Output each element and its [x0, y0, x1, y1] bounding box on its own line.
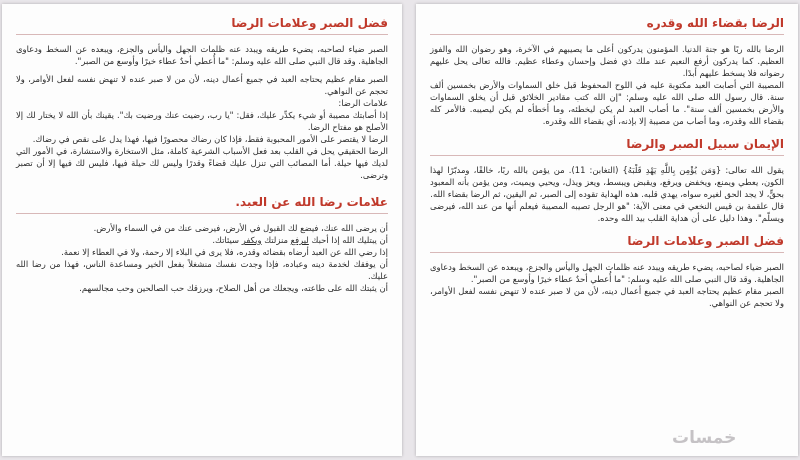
- section-heading-signs-of-gods-pleasure: علامات رضا الله عن العبد.: [16, 195, 388, 214]
- paragraph: أن يرضى الله عنك، فيضع لك القبول في الأرض، فيرضى عنك من في السماء والأرض.: [93, 223, 388, 233]
- paragraph: [16, 234, 388, 246]
- paragraph: أن يثبتك الله على طاعته، ويجعلك من أهل الصلاح، ويرزقك حب الصالحين وحب مجالسهم.: [79, 283, 388, 293]
- paragraph: الصبر مقام عظيم يحتاجه العبد في جميع أعمال دينه، لأن من لا صبر عنده لا تنهض نفسه لفعل الأوامر، ولا تحجم عن النواهي.: [16, 74, 388, 96]
- section-heading-faith-path: الإيمان سبيل الصبر والرضا: [430, 137, 784, 156]
- paragraph: الرضا بالله ربًا هو جنة الدنيا. المؤمنون يدركون أعلى ما يصيبهم في الآخرة، وهو رضوان الله والفوز العظيم. كما يدركون أرفع النعيم عند ملك ذي فضل وإحسان وعطاء عظيم. فالله تعالى يحل عليهم رضوانه فلا يسخط عليهم أبدًا.: [430, 44, 784, 78]
- paragraph: الرضا لا يقتصر على الأمور المحبوبة فقط، فإذا كان رضاك محصورًا فيها، فهذا يدل على نقص في رضاك.: [32, 134, 388, 144]
- document-page-right: [416, 4, 798, 456]
- paragraph: الصبر ضياء لصاحبه، يضيء طريقه ويبدد عنه ظلمات الجهل واليأس والجزع، ويبعده عن السخط ودعاوى الجاهلية. وقد قال النبي صلى الله عليه وسلم: "ما أُعطي أحدٌ عطاء خيرًا وأوسع من الصبر".: [16, 44, 388, 66]
- section-heading-patience-virtue: فضل الصبر وعلامات الرضا: [16, 16, 388, 35]
- paragraph: قال علقمة بن قيس النخعي في معنى الآية: "هو الرجل تصيبه المصيبة فيعلم أنها من عند الله، فيرضى ويسلّم". وهذا دليل على أن هداية القلب بيد الله وحده.: [430, 201, 784, 223]
- paragraph: يقول الله تعالى: {وَمَن يُؤْمِن بِاللَّهِ يَهْدِ قَلْبَهُ} (التغابن: 11). من يؤمن بالله ربًا، خالقًا، ومدبّرًا لهذا الكون، يعطي ويمنع، ويخفض ويرفع، ويقبض ويبسط، ويعز ويذل، ويحيي ويميت، ومن يؤمن بأنه المعبود بحقٍّ، لا يجد الحق لغيره سواه، يهدي قلبه. هذه الهداية تقوده إلى الصبر، ثم اليقين، ثم الرضا بقضاء الله.: [430, 165, 785, 199]
- watermark-logo: خمسات: [672, 428, 737, 448]
- paragraph: علامات الرضا:: [338, 98, 388, 108]
- paragraph-text: منزلتك: [261, 235, 291, 245]
- paragraph: المصيبة التي أصابت العبد مكتوبة عليه في اللوح المحفوظ قبل خلق السماوات والأرض بخمسين ألف سنة. قال رسول الله صلى الله عليه وسلم: "إن الله كتب مقادير الخلائق قبل أن يخلق السماوات والأرض بخمسين ألف سنة". ما أصاب العبد لم يكن ليخطئه، وما أخطأه لم يكن ليصيبه. فالأمر كله بقضاء الله وقدره، وما أصاب من مصيبة إلا بإذنه، أي بقضاء الله وقدره.: [430, 80, 784, 126]
- paragraph-text: أن يبتليك الله إذا أحبك: [308, 235, 388, 245]
- paragraph: إذا أصابتك مصيبة أو شيء يكدِّر عليك، فقل: "يا رب، رضيت عنك ورضيت بك". يقينك بأن الله لا يختار لك إلا الأصلح هو مفتاح الرضا.: [16, 110, 388, 132]
- paragraph: إذا رضي الله عن العبد أرضاه بقضائه وقدره، فلا يرى في البلاء إلا رحمة، ولا في العطاء إلا نعمة.: [61, 247, 388, 257]
- paragraph: الصبر ضياء لصاحبه، يضيء طريقه ويبدد عنه ظلمات الجهل واليأس والجزع، ويبعده عن السخط ودعاوى الجاهلية. وقد قال النبي صلى الله عليه وسلم: "ما أُعطي أحدٌ عطاء خيرًا وأوسع من الصبر".: [430, 262, 784, 284]
- paragraph-text: سيئاتك.: [212, 235, 242, 245]
- section-heading-contentment-with-fate: الرضا بقضاء الله وقدره: [430, 16, 784, 35]
- section-heading-patience-virtue: فضل الصبر وعلامات الرضا: [430, 234, 784, 253]
- paragraph: أن يوفقك لخدمة دينه وعباده، فإذا وجدت نفسك منشغلاً بفعل الخير ومساعدة الناس، فهذا من رضا الله عليك.: [16, 259, 388, 281]
- underlined-word: ليرفع: [290, 235, 309, 245]
- paragraph: الرضا الحقيقي يحل في القلب بعد فعل الأسباب الشرعية كاملة، مثل الاستخارة والاستشارة، في الأمور التي لديك فيها حيلة. أما المصائب التي تنزل عليك قضاءً وقدرًا وليس لك حيلة فيها، فليس لك فيها إلا أن تصبر وترضى.: [16, 146, 388, 180]
- underlined-word: ويكفر: [241, 235, 262, 245]
- paragraph: الصبر مقام عظيم يحتاجه العبد في جميع أعمال دينه، لأن من لا صبر عنده لا تنهض نفسه لفعل الأوامر، ولا تحجم عن النواهي.: [430, 286, 784, 308]
- document-page-left: [2, 4, 402, 456]
